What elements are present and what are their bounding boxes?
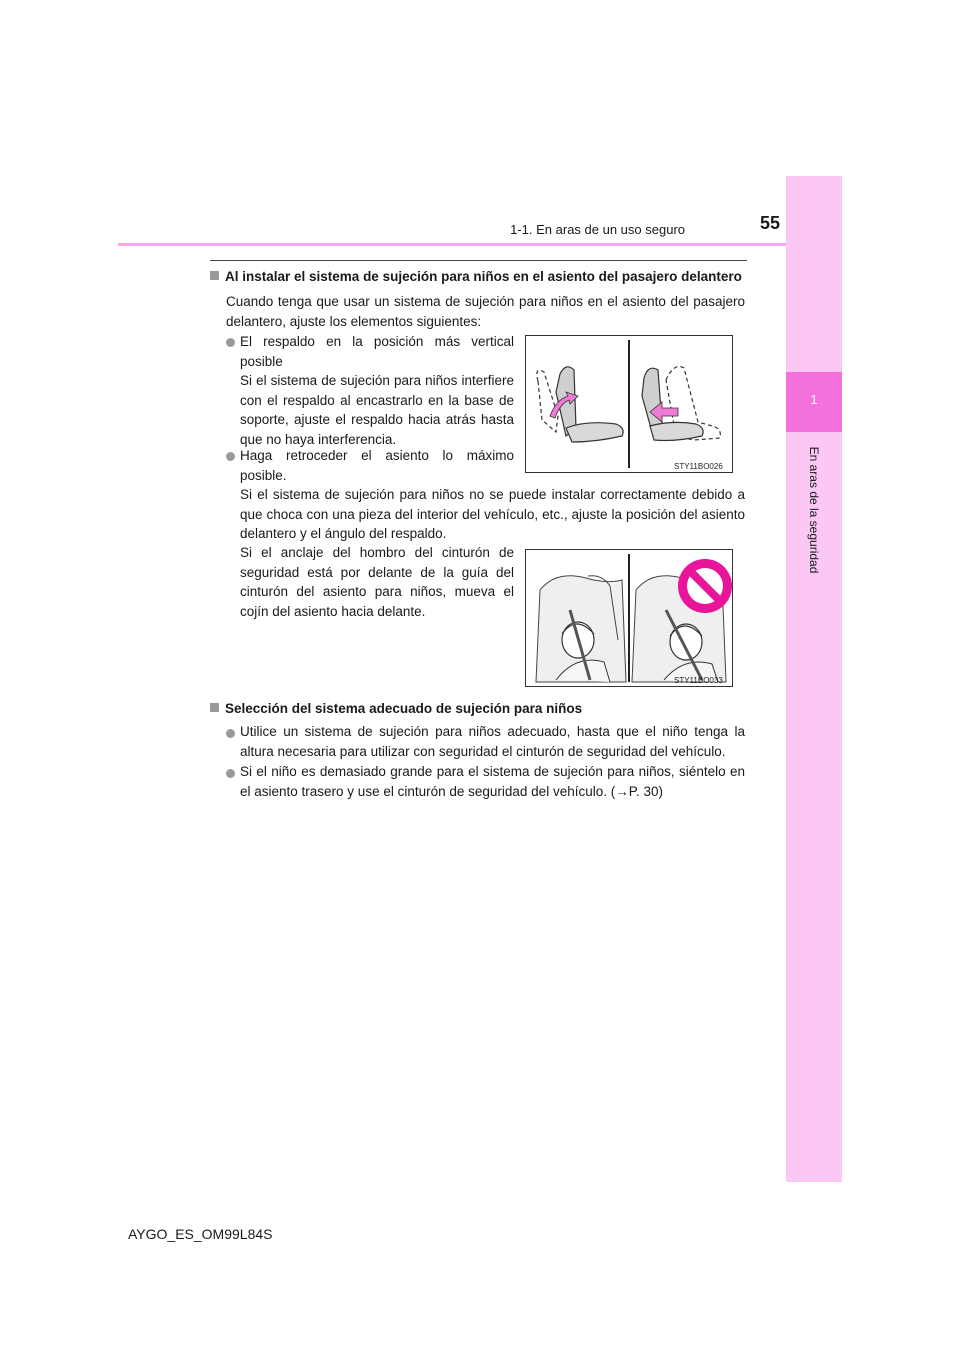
section1-intro: Cuando tenga que usar un sistema de sujeción para niños en el asiento del pasajero delantero, ajuste los elementos siguientes: <box>226 294 745 329</box>
bullet-seat-back-detail: Si el sistema de sujeción para niños no se puede instalar correctamente debido a que choca con una pieza del interior del vehículo, etc., ajuste la posición del asiento delantero y el ángulo del respaldo. <box>240 487 745 541</box>
bullet-seat-back: Haga retroceder el asiento lo máximo posible. <box>240 448 514 483</box>
document-code: AYGO_ES_OM99L84S <box>128 1226 273 1242</box>
seat-adjustment-figure <box>525 335 733 473</box>
bullet-dot-icon <box>226 729 235 738</box>
section-title-front-seat <box>210 268 750 286</box>
bullet-backrest-vertical: El respaldo en la posición más vertical posible <box>240 334 514 369</box>
prohibition-icon <box>678 559 732 613</box>
child-seat-belt-illustration <box>526 550 732 686</box>
bullet-dot-icon <box>226 338 235 347</box>
figure2-code: STY11BO033 <box>674 676 723 685</box>
header-section-title: 1-1. En aras de un uso seguro <box>510 222 685 237</box>
child-seat-belt-figure <box>525 549 733 687</box>
bullet-dot-icon <box>226 769 235 778</box>
shoulder-anchor-note: Si el anclaje del hombro del cinturón de seguridad está por delante de la guía del cinturón del asiento para niños, mueva el cojín del asiento hacia delante. <box>240 545 514 619</box>
chapter-side-tab <box>786 176 842 1182</box>
chapter-label: En aras de la seguridad <box>807 446 821 574</box>
bullet-adequate-restraint: Utilice un sistema de sujeción para niños adecuado, hasta que el niño tenga la altura necesaria para utilizar con seguridad el cinturón de seguridad del vehículo. <box>240 724 745 759</box>
seat-adjustment-illustration <box>526 336 732 472</box>
section-square-icon <box>210 271 219 280</box>
section-title-selection <box>210 700 750 718</box>
bullet-backrest-detail: Si el sistema de sujeción para niños interfiere con el respaldo al encastrarlo en la base de soporte, ajuste el respaldo hacia atrás hasta que no haya interferencia. <box>240 373 514 447</box>
bullet-dot-icon <box>226 452 235 461</box>
figure1-code: STY11BO026 <box>674 462 723 471</box>
section-square-icon <box>210 703 219 712</box>
bullet-rear-seat: Si el niño es demasiado grande para el sistema de sujeción para niños, siéntelo en el asiento trasero y use el cinturón de seguridad del vehículo. (→P. 30) <box>240 764 745 799</box>
content-top-rule <box>210 260 747 261</box>
section-title-text: Al instalar el sistema de sujeción para niños en el asiento del pasajero delantero <box>225 269 742 284</box>
chapter-number: 1 <box>810 392 818 407</box>
page-number: 55 <box>759 213 780 233</box>
header-rule <box>118 243 840 246</box>
section-title-text: Selección del sistema adecuado de sujeción para niños <box>225 701 583 716</box>
